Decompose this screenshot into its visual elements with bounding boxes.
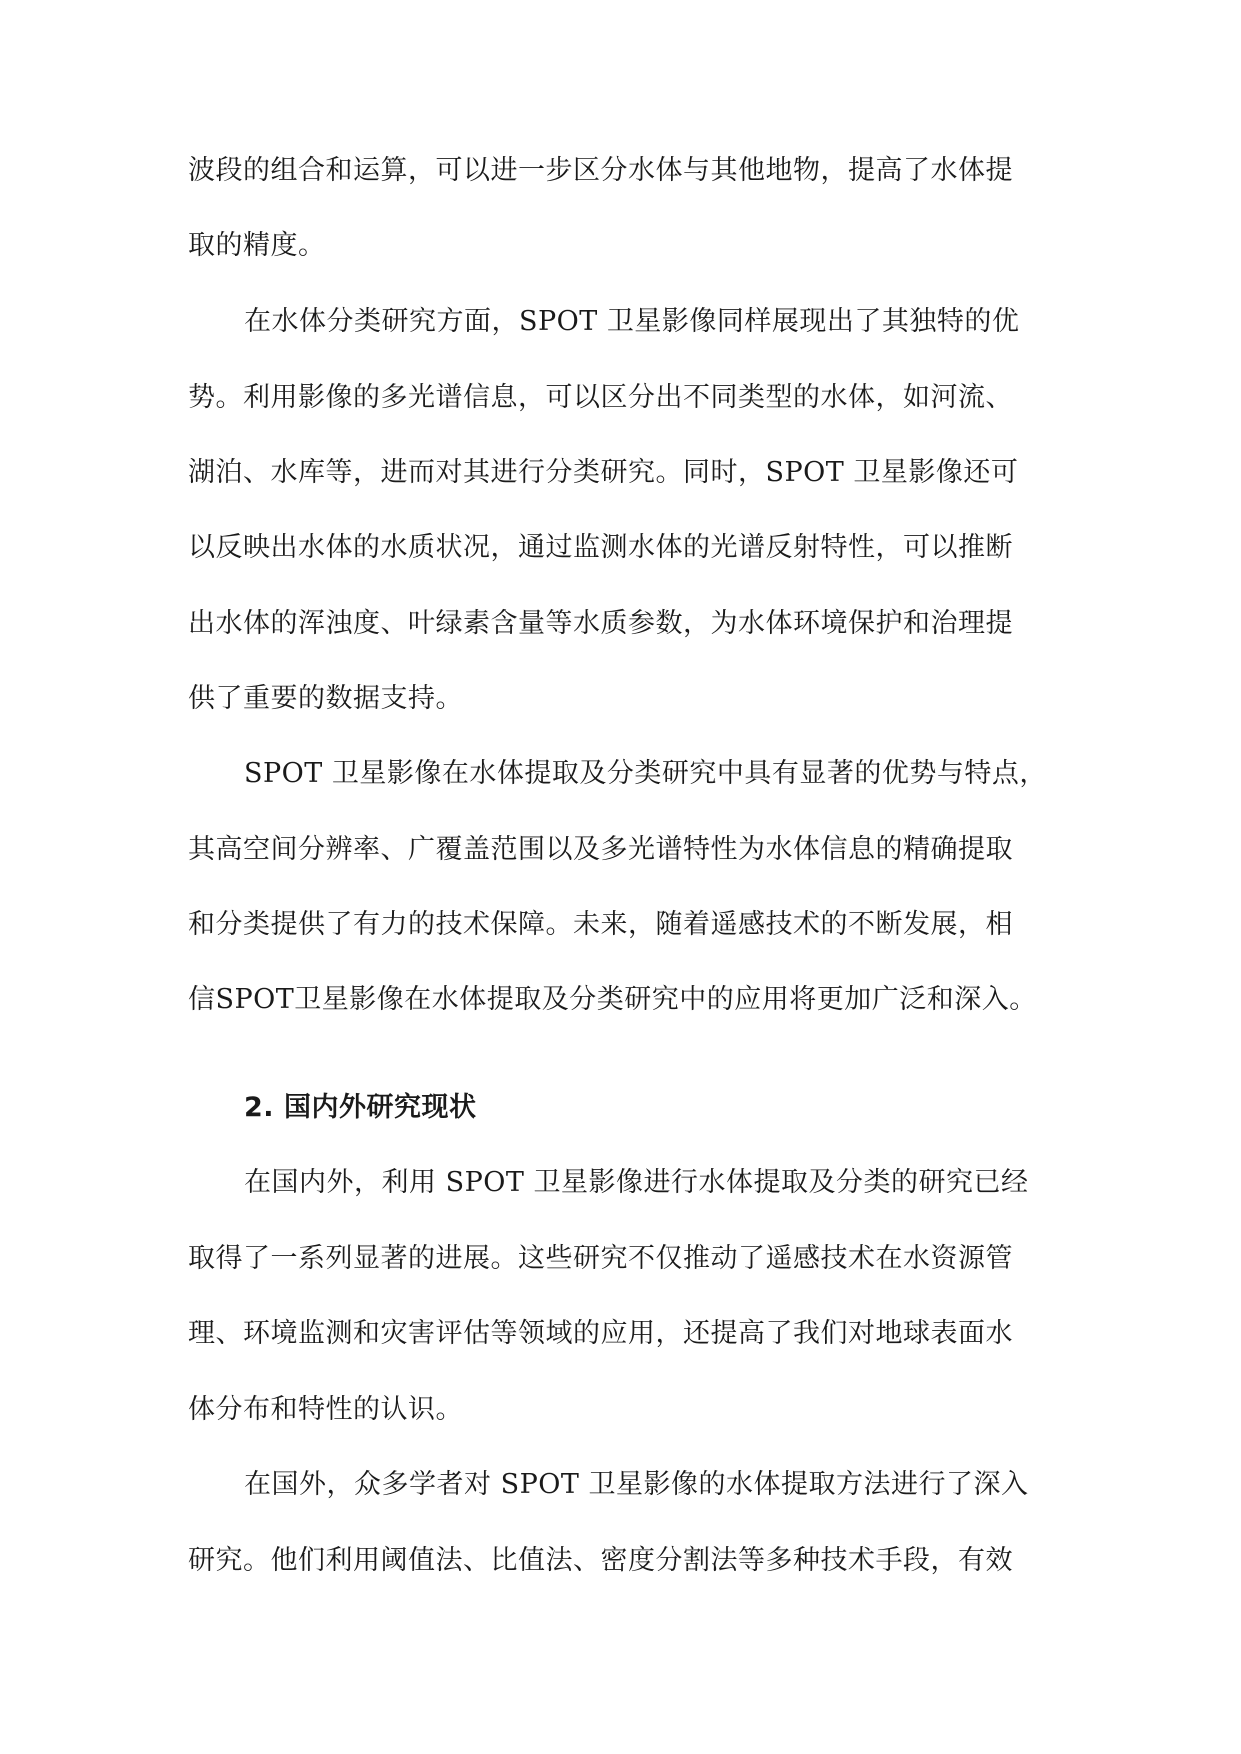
- paragraph-start-line: 在水体分类研究方面，SPOT 卫星影像同样展现出了其独特的优: [244, 306, 1020, 337]
- text-line: 取得了一系列显著的进展。这些研究不仅推动了遥感技术在水资源管: [188, 1243, 1013, 1274]
- text-line: 出水体的浑浊度、叶绿素含量等水质参数，为水体环境保护和治理提: [188, 608, 1013, 639]
- section-heading: 2. 国内外研究现状: [244, 1092, 477, 1123]
- text-line: 理、环境监测和灾害评估等领域的应用，还提高了我们对地球表面水: [188, 1318, 1013, 1349]
- text-line: 体分布和特性的认识。: [188, 1394, 463, 1425]
- text-line: 研究。他们利用阈值法、比值法、密度分割法等多种技术手段，有效: [188, 1545, 1013, 1576]
- paragraph-start-line: SPOT 卫星影像在水体提取及分类研究中具有显著的优势与特点，: [244, 758, 1047, 789]
- text-line: 势。利用影像的多光谱信息，可以区分出不同类型的水体，如河流、: [188, 382, 1013, 413]
- paragraph-start-line: 在国外，众多学者对 SPOT 卫星影像的水体提取方法进行了深入: [244, 1469, 1029, 1500]
- text-line: 湖泊、水库等，进而对其进行分类研究。同时，SPOT 卫星影像还可: [188, 457, 1019, 488]
- paragraph-start-line: 在国内外，利用 SPOT 卫星影像进行水体提取及分类的研究已经: [244, 1167, 1029, 1198]
- text-line: 供了重要的数据支持。: [188, 683, 463, 714]
- text-line: 以反映出水体的水质状况，通过监测水体的光谱反射特性，可以推断: [188, 532, 1013, 563]
- text-line: 和分类提供了有力的技术保障。未来，随着遥感技术的不断发展，相: [188, 909, 1013, 940]
- text-line: 波段的组合和运算，可以进一步区分水体与其他地物，提高了水体提: [188, 155, 1013, 186]
- text-line: 其高空间分辨率、广覆盖范围以及多光谱特性为水体信息的精确提取: [188, 834, 1013, 865]
- text-line: 信SPOT卫星影像在水体提取及分类研究中的应用将更加广泛和深入。: [188, 984, 1037, 1015]
- text-line: 取的精度。: [188, 230, 326, 261]
